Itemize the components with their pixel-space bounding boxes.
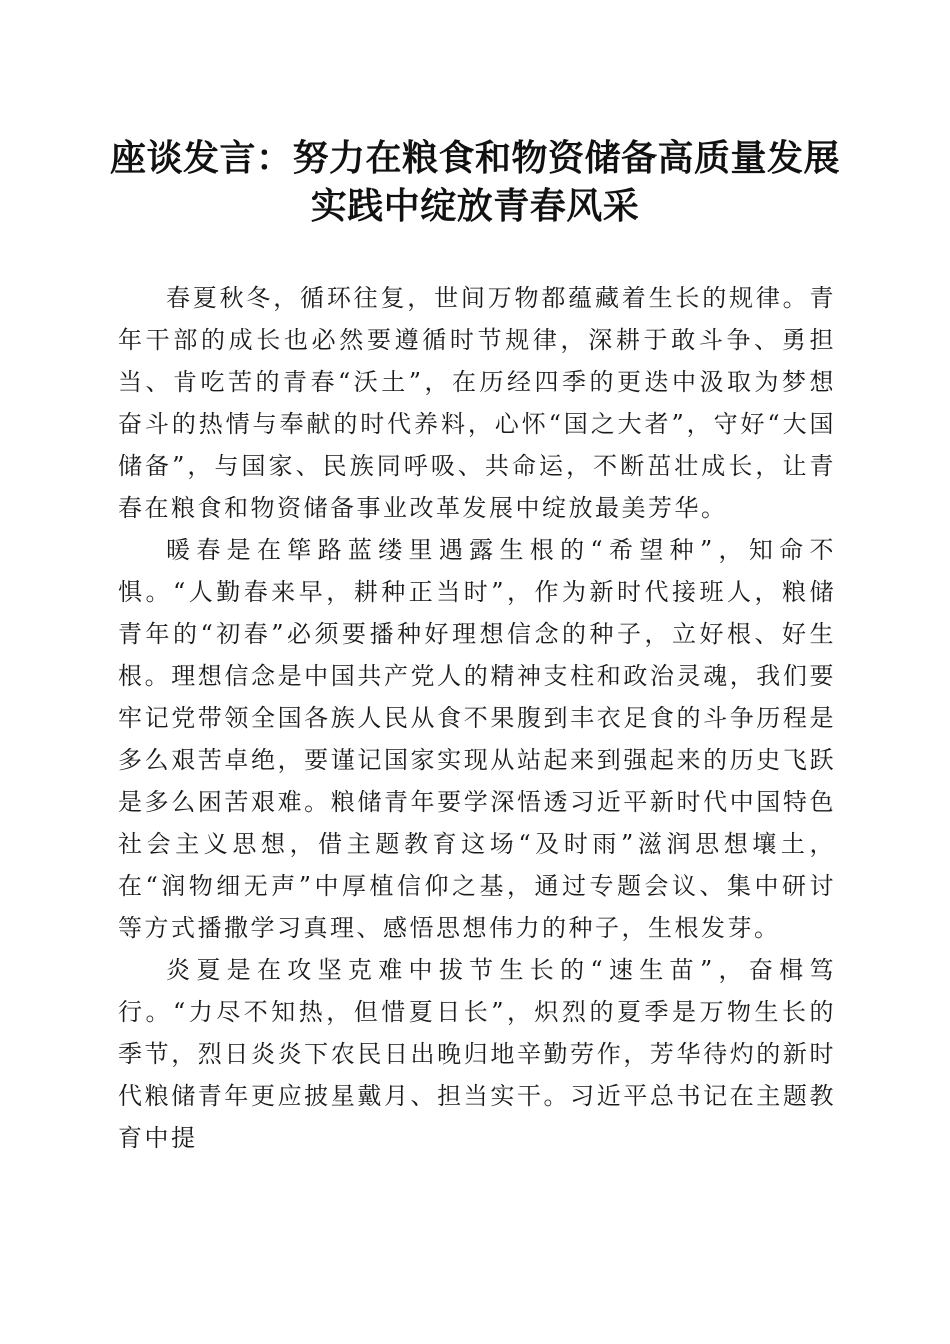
paragraph-3: 炎夏是在攻坚克难中拔节生长的“速生苗”，奋楫笃行。“力尽不知热，但惜夏日长”，炽烈的夏季是万物生长的季节，烈日炎炎下农民日出晚归地辛勤劳作，芳华待灼的新时代粮储青年更应披星戴月、担当实干。习近平总书记在主题教育中提 — [118, 956, 836, 1152]
document-title — [110, 134, 840, 230]
paragraph-2: 暖春是在筚路蓝缕里遇露生根的“希望种”，知命不惧。“人勤春来早，耕种正当时”，作为新时代接班人，粮储青年的“初春”必须要播种好理想信念的种子，立好根、好生根。理想信念是中国共产党人的精神支柱和政治灵魂，我们要牢记党带领全国各族人民从食不果腹到丰衣足食的斗争历程是多么艰苦卓绝，要谨记国家实现从站起来到强起来的历史飞跃是多么困苦艰难。粮储青年要学深悟透习近平新时代中国特色社会主义思想，借主题教育这场“及时雨”滋润思想壤土，在“润物细无声”中厚植信仰之基，通过专题会议、集中研讨等方式播撒学习真理、感悟思想伟力的种子，生根发芽。 — [118, 536, 836, 942]
paragraph-1: 春夏秋冬，循环往复，世间万物都蕴藏着生长的规律。青年干部的成长也必然要遵循时节规律，深耕于敢斗争、勇担当、肯吃苦的青春“沃土”，在历经四季的更迭中汲取为梦想奋斗的热情与奉献的时代养料，心怀“国之大者”，守好“大国储备”，与国家、民族同呼吸、共命运，不断茁壮成长，让青春在粮食和物资储备事业改革发展中绽放最美芳华。 — [118, 284, 836, 522]
title-line-1: 座谈发言：努力在粮食和物资储备高质量发展 — [110, 137, 841, 179]
document-body — [118, 277, 836, 1159]
title-line-2: 实践中绽放青春风采 — [310, 185, 640, 227]
